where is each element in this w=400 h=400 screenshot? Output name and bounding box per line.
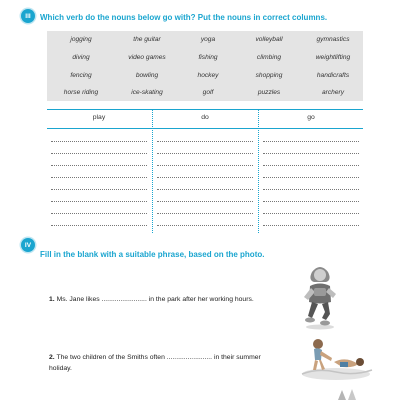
answer-line-go[interactable] xyxy=(263,189,359,190)
cut-off-photo xyxy=(336,388,360,400)
word-item: weightlifting xyxy=(315,54,351,61)
section-iv-instruction: Fill in the blank with a suitable phrase, based on the photo. xyxy=(40,250,265,259)
section-badge-iv: IV xyxy=(21,238,35,252)
word-item: fencing xyxy=(70,72,92,79)
verb-table xyxy=(47,109,363,233)
word-item: shopping xyxy=(255,72,283,79)
word-item: fishing xyxy=(198,54,218,61)
word-item: diving xyxy=(72,54,90,61)
word-item: video games xyxy=(128,54,166,61)
answer-line-do[interactable] xyxy=(157,189,253,190)
column-divider xyxy=(258,110,259,233)
header-divider xyxy=(47,128,363,129)
word-bank xyxy=(47,31,363,101)
answer-line-play[interactable] xyxy=(51,141,147,142)
answer-line-do[interactable] xyxy=(157,165,253,166)
item-text: Ms. Jane likes ........................ in the park after her working hours. xyxy=(56,296,254,303)
answer-line-do[interactable] xyxy=(157,177,253,178)
answer-line-go[interactable] xyxy=(263,225,359,226)
item-text: The two children of the Smiths often ........................ in their summer xyxy=(56,354,261,361)
word-item: archery xyxy=(322,89,344,96)
section-iii-instruction: Which verb do the nouns below go with? Put the nouns in correct columns. xyxy=(40,13,328,22)
column-header-play: play xyxy=(92,114,106,121)
item-number: 1. xyxy=(49,296,55,303)
children-swimming-photo xyxy=(298,334,378,386)
answer-line-play[interactable] xyxy=(51,189,147,190)
answer-line-go[interactable] xyxy=(263,177,359,178)
answer-line-do[interactable] xyxy=(157,213,253,214)
answer-line-play[interactable] xyxy=(51,165,147,166)
answer-line-do[interactable] xyxy=(157,225,253,226)
answer-line-play[interactable] xyxy=(51,153,147,154)
answer-line-play[interactable] xyxy=(51,213,147,214)
section-badge-iii: III xyxy=(21,9,35,23)
answer-line-go[interactable] xyxy=(263,201,359,202)
column-divider xyxy=(152,110,153,233)
word-item: the guitar xyxy=(133,36,161,43)
answer-line-play[interactable] xyxy=(51,201,147,202)
answer-line-go[interactable] xyxy=(263,213,359,214)
answer-line-go[interactable] xyxy=(263,165,359,166)
word-item: golf xyxy=(202,89,214,96)
word-item: hockey xyxy=(197,72,219,79)
column-header-do: do xyxy=(201,114,209,121)
item-text-continued: holiday. xyxy=(49,365,72,372)
answer-line-play[interactable] xyxy=(51,225,147,226)
exercise-item-2 xyxy=(49,352,261,374)
answer-line-go[interactable] xyxy=(263,153,359,154)
word-item: puzzles xyxy=(257,89,281,96)
word-item: ice-skating xyxy=(131,89,163,96)
answer-line-do[interactable] xyxy=(157,153,253,154)
word-item: climbing xyxy=(256,54,282,61)
jogging-woman-photo xyxy=(300,264,340,330)
word-item: handicrafts xyxy=(316,72,350,79)
item-number: 2. xyxy=(49,354,55,361)
word-item: bowling xyxy=(135,72,159,79)
word-item: jogging xyxy=(70,36,92,43)
column-header-go: go xyxy=(307,114,315,121)
word-item: volleyball xyxy=(255,36,283,43)
word-item: gymnastics xyxy=(316,36,350,43)
answer-line-do[interactable] xyxy=(157,201,253,202)
answer-line-play[interactable] xyxy=(51,177,147,178)
word-item: yoga xyxy=(200,36,216,43)
exercise-item-1 xyxy=(49,294,254,305)
answer-line-go[interactable] xyxy=(263,141,359,142)
answer-line-do[interactable] xyxy=(157,141,253,142)
word-item: horse riding xyxy=(63,89,99,96)
